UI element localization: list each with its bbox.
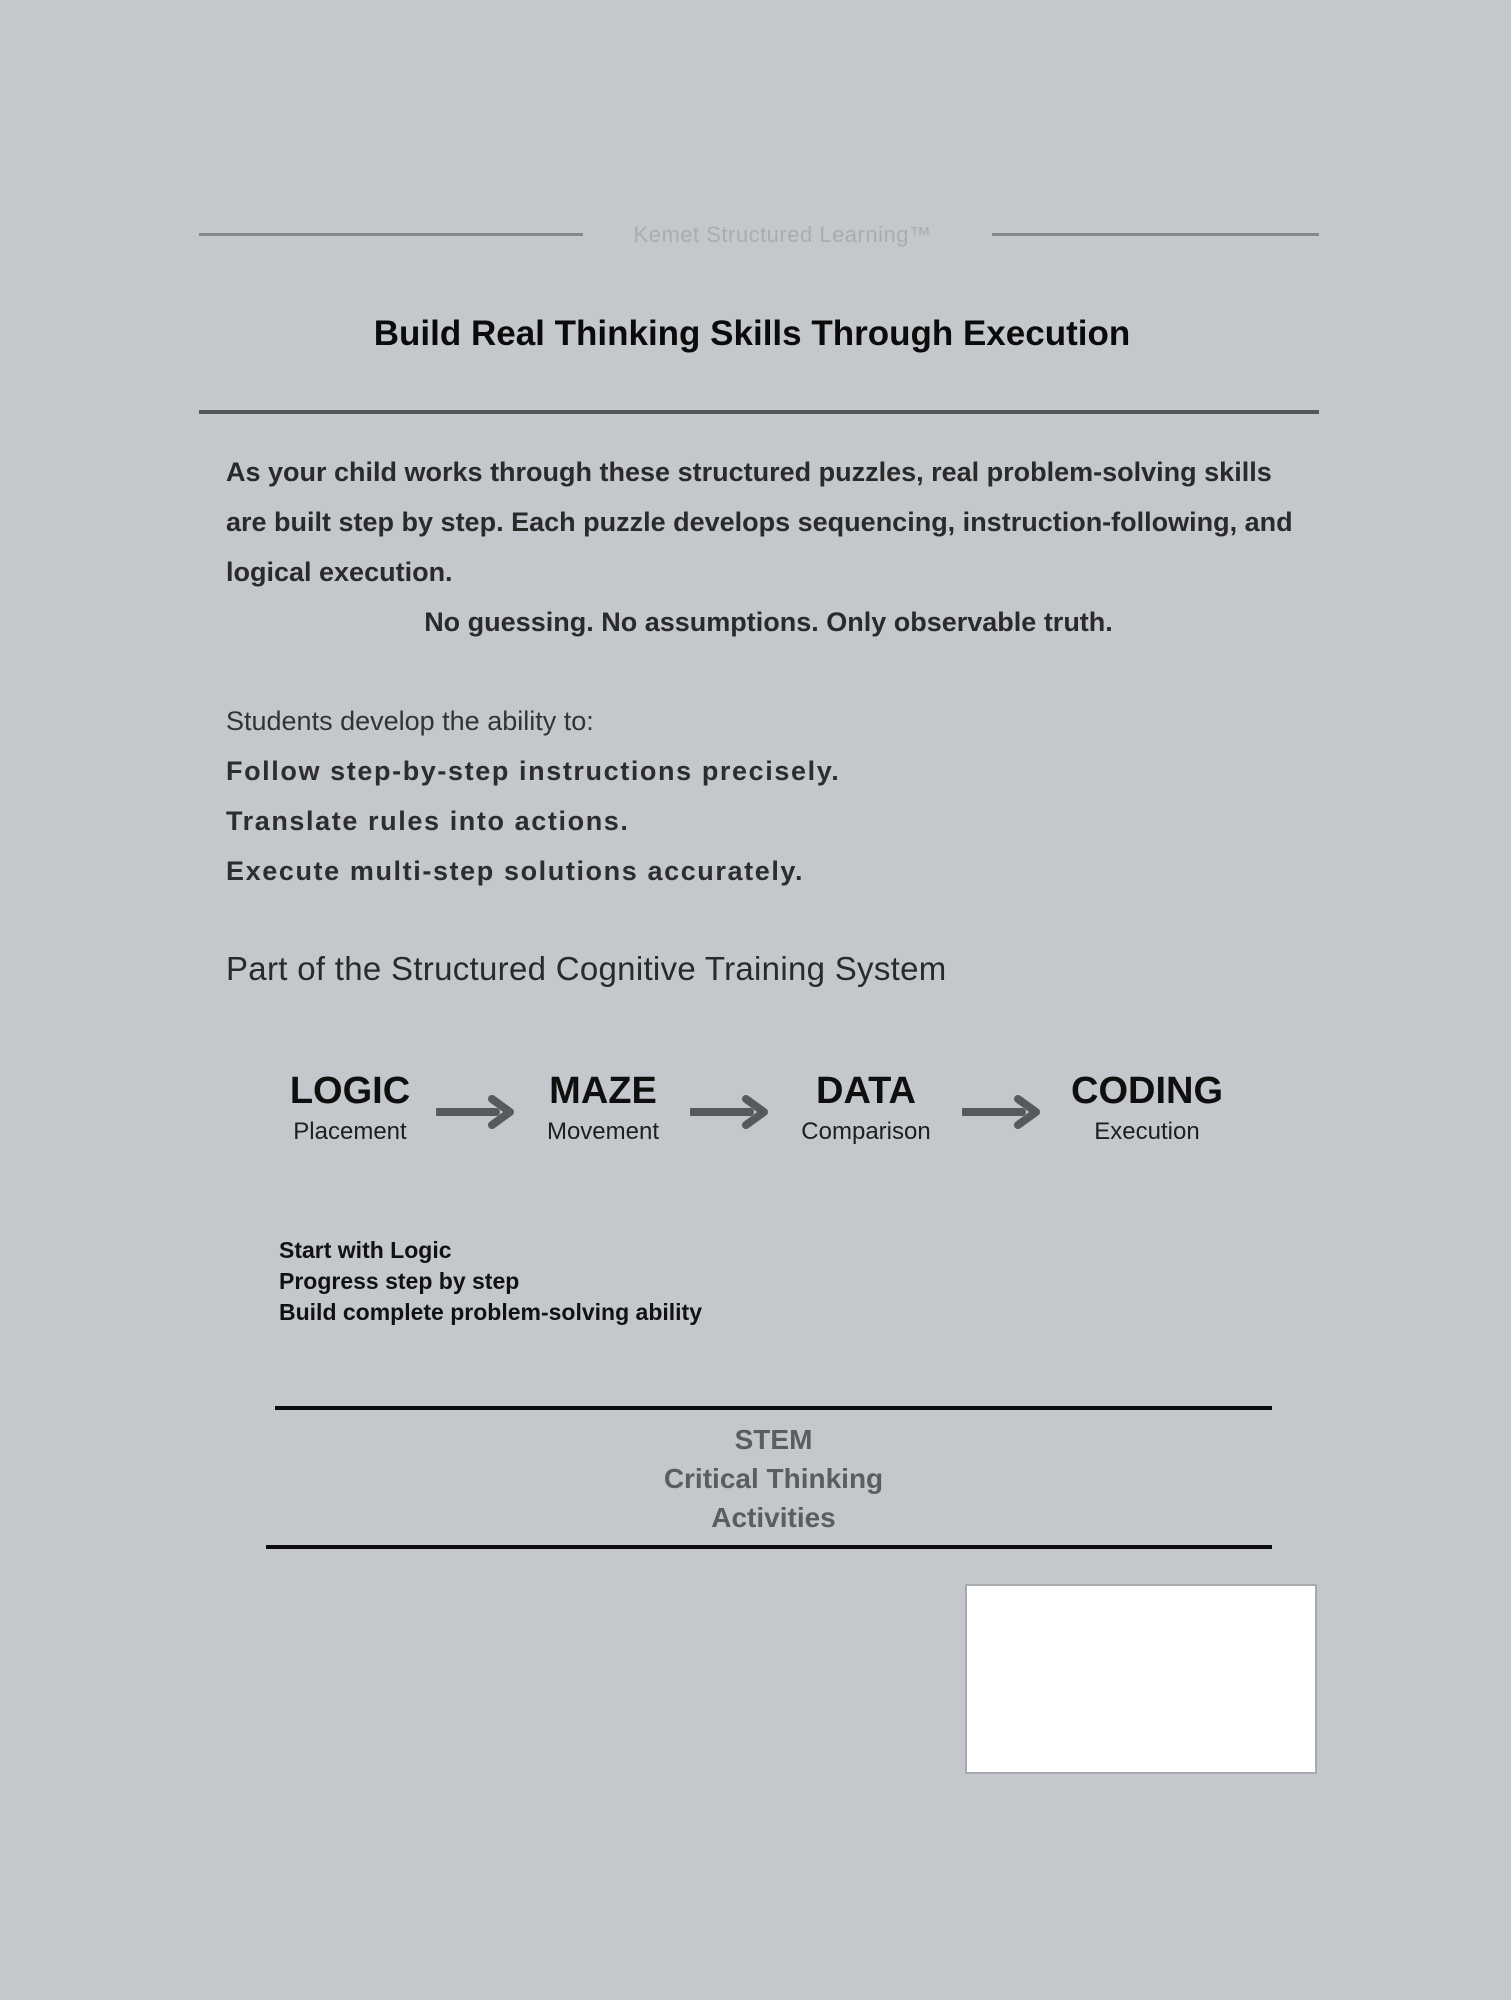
page-title: Build Real Thinking Skills Through Execution <box>373 314 1131 353</box>
step-name: MAZE <box>549 1070 657 1112</box>
ability-item: Follow step-by-step instructions precisely. <box>226 756 841 786</box>
step-subtitle: Movement <box>546 1118 660 1145</box>
abilities-list <box>226 746 840 896</box>
stem-rule-bottom <box>266 1545 1272 1549</box>
step-coding <box>1047 1068 1247 1150</box>
step-subtitle: Placement <box>293 1118 407 1145</box>
step-data <box>766 1068 966 1150</box>
step-name: DATA <box>816 1070 916 1112</box>
system-heading: Part of the Structured Cognitive Training System <box>226 950 947 987</box>
intro-paragraph: As your child works through these structured puzzles, real problem-solving skills are built step by step. Each puzzle develops sequencing, instruction-following, and logical execution. <box>226 457 1293 587</box>
progress-item: Progress step by step <box>279 1268 520 1294</box>
stem-line: Critical Thinking <box>663 1463 884 1494</box>
progress-list <box>279 1235 702 1328</box>
brand-rule-right <box>992 233 1319 236</box>
title-divider <box>199 410 1319 414</box>
step-subtitle: Execution <box>1094 1118 1200 1145</box>
stem-label <box>275 1420 1272 1537</box>
ability-item: Execute multi-step solutions accurately. <box>226 856 805 886</box>
brand-rule-left <box>199 233 583 236</box>
blank-label-box <box>965 1584 1317 1774</box>
step-logic <box>250 1068 450 1150</box>
step-name: LOGIC <box>289 1070 411 1112</box>
step-name: CODING <box>1071 1070 1223 1112</box>
step-subtitle: Comparison <box>801 1118 931 1145</box>
progress-item: Build complete problem-solving ability <box>279 1299 702 1325</box>
stem-line: STEM <box>734 1424 813 1455</box>
ability-item: Translate rules into actions. <box>226 806 630 836</box>
brand-name: Kemet Structured Learning™ <box>633 222 932 247</box>
stem-rule-top <box>275 1406 1272 1410</box>
progress-item: Start with Logic <box>279 1237 452 1263</box>
intro-tagline: No guessing. No assumptions. Only observable truth. <box>424 607 1113 637</box>
abilities-lead: Students develop the ability to: <box>226 706 594 736</box>
stem-line: Activities <box>711 1502 836 1533</box>
step-maze <box>503 1068 703 1150</box>
arrow-right-icon <box>690 1094 772 1130</box>
arrow-right-icon <box>962 1094 1044 1130</box>
